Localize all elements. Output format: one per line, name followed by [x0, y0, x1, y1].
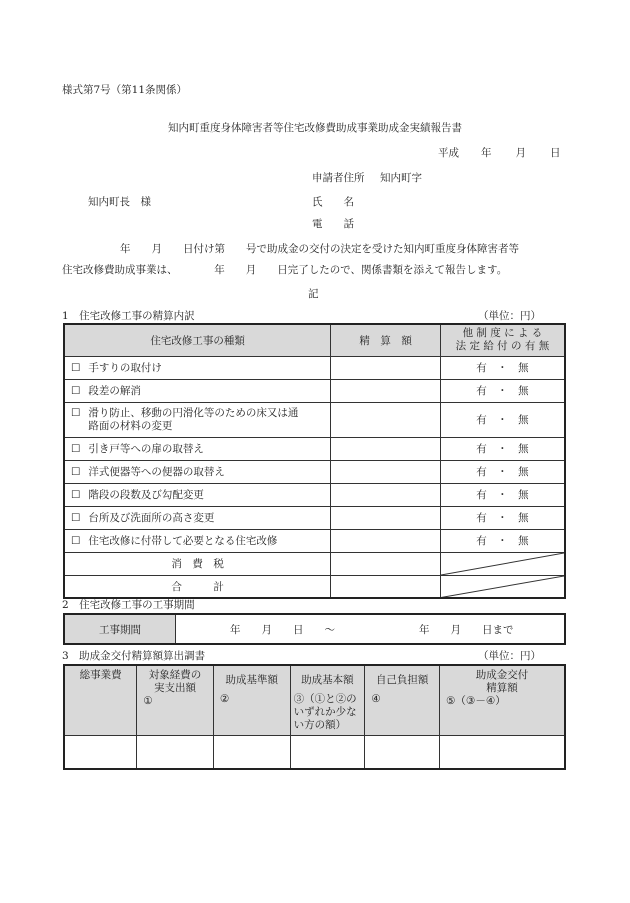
total-cost-cell[interactable]	[64, 735, 137, 769]
checkbox-icon[interactable]: ☐	[71, 406, 81, 419]
work-type-label: 洋式便器等への便器の取替え	[88, 466, 225, 478]
work-type-label: 滑り防止、移動の円滑化等のための床又は通	[88, 406, 299, 419]
header-basic-amount: 助成基本額 ③（①と②の いずれか少な い方の額）	[290, 665, 365, 735]
form-number: 様式第7号（第11条関係）	[62, 84, 188, 96]
benefit-status[interactable]: 有 ・ 無	[440, 460, 565, 483]
date-day: 日	[550, 147, 561, 159]
period-table	[63, 613, 566, 645]
body-text-line1: 年 月 日付け第 号で助成金の交付の決定を受けた知内町重度身体障害者等	[120, 243, 519, 255]
ki-mark: 記	[308, 288, 319, 300]
header-grant-amount: 助成金交付 精算額 ⑤（③－④）	[440, 665, 566, 735]
benefit-status[interactable]: 有 ・ 無	[440, 379, 565, 402]
body-text-line2: 住宅改修費助成事業は、 年 月 日完了したので、関係書類を添えて報告します。	[62, 264, 508, 276]
header-amount: 精 算 額	[331, 324, 441, 356]
tax-amount-cell[interactable]	[331, 552, 441, 575]
table-row	[64, 460, 565, 483]
section3-title: 3 助成金交付精算額算出調書	[62, 650, 206, 662]
table-row	[64, 735, 565, 769]
addressee: 知内町長 様	[88, 196, 151, 208]
report-date	[438, 145, 561, 160]
total-diagonal-cell	[440, 575, 565, 598]
tax-row	[64, 552, 565, 575]
work-type-label: 手すりの取付け	[88, 362, 162, 374]
checkbox-icon[interactable]: ☐	[71, 385, 81, 397]
applicant-address-label: 申請者住所	[312, 172, 365, 184]
work-type-cell	[64, 506, 331, 529]
total-label: 合 計	[64, 575, 331, 598]
table-row	[64, 402, 565, 437]
total-amount-cell[interactable]	[331, 575, 441, 598]
checkbox-icon[interactable]: ☐	[71, 466, 81, 478]
work-type-label: 住宅改修に付帯して必要となる住宅改修	[88, 535, 278, 547]
section3-unit: （単位：円）	[478, 650, 541, 662]
header-other-benefit	[440, 324, 565, 356]
work-type-label: 段差の解消	[88, 385, 141, 397]
benefit-status[interactable]: 有 ・ 無	[440, 437, 565, 460]
diagonal-line-icon	[441, 576, 564, 598]
header-actual-expense: 対象経費の 実支出額 ①	[137, 665, 214, 735]
self-pay-cell[interactable]	[365, 735, 440, 769]
section1-title: 1 住宅改修工事の精算内訳	[62, 310, 195, 322]
benefit-status[interactable]: 有 ・ 無	[440, 506, 565, 529]
header-total-cost: 総事業費	[64, 665, 137, 735]
header-self-pay: 自己負担額 ④	[365, 665, 440, 735]
table-row	[64, 379, 565, 402]
applicant-name-label: 氏 名	[312, 196, 354, 208]
work-type-cell	[64, 437, 331, 460]
period-value[interactable]: 年 月 日 ～ 年 月 日まで	[175, 614, 565, 644]
tax-diagonal-cell	[440, 552, 565, 575]
work-type-cell	[64, 356, 331, 379]
date-month: 月	[515, 147, 526, 159]
checkbox-icon[interactable]: ☐	[71, 362, 81, 374]
total-row	[64, 575, 565, 598]
actual-expense-cell[interactable]	[137, 735, 214, 769]
tax-label: 消 費 税	[64, 552, 331, 575]
checkbox-icon[interactable]: ☐	[71, 443, 81, 455]
calculation-table	[63, 664, 566, 770]
benefit-status[interactable]: 有 ・ 無	[440, 483, 565, 506]
amount-cell[interactable]	[331, 460, 441, 483]
table-row	[64, 529, 565, 552]
expense-table	[63, 323, 566, 599]
section2-title: 2 住宅改修工事の工事期間	[62, 599, 195, 611]
amount-cell[interactable]	[331, 437, 441, 460]
applicant-address-value: 知内町字	[380, 172, 422, 184]
date-era: 平成	[438, 147, 459, 159]
benefit-status[interactable]: 有 ・ 無	[440, 356, 565, 379]
diagonal-line-icon	[441, 553, 564, 575]
work-type-label: 引き戸等への扉の取替え	[88, 443, 204, 455]
amount-cell[interactable]	[331, 379, 441, 402]
table-row	[64, 483, 565, 506]
document-title: 知内町重度身体障害者等住宅改修費助成事業助成金実績報告書	[168, 122, 462, 134]
period-label: 工事期間	[64, 614, 175, 644]
work-type-cell	[64, 379, 331, 402]
work-type-cell	[64, 483, 331, 506]
standard-amount-cell[interactable]	[213, 735, 290, 769]
amount-cell[interactable]	[331, 402, 441, 437]
table-row	[64, 356, 565, 379]
table-row	[64, 506, 565, 529]
work-type-label: 階段の段数及び勾配変更	[88, 489, 204, 501]
section1-unit: （単位：円）	[478, 310, 541, 322]
applicant-phone-label: 電 話	[312, 218, 354, 230]
grant-amount-cell[interactable]	[440, 735, 566, 769]
table-row	[64, 437, 565, 460]
header-other-benefit-line1: 他 制 度 に よ る	[462, 327, 543, 340]
checkbox-icon[interactable]: ☐	[71, 512, 81, 524]
amount-cell[interactable]	[331, 483, 441, 506]
benefit-status[interactable]: 有 ・ 無	[440, 529, 565, 552]
checkbox-icon[interactable]: ☐	[71, 489, 81, 501]
work-type-cell	[64, 402, 331, 437]
work-type-label-cont: 路面の材料の変更	[88, 419, 173, 432]
basic-amount-cell[interactable]	[290, 735, 365, 769]
header-other-benefit-line2: 法 定 給 付 の 有 無	[455, 340, 550, 353]
amount-cell[interactable]	[331, 529, 441, 552]
work-type-cell	[64, 529, 331, 552]
amount-cell[interactable]	[331, 506, 441, 529]
header-standard-amount: 助成基準額 ②	[213, 665, 290, 735]
work-type-cell	[64, 460, 331, 483]
work-type-label: 台所及び洗面所の高さ変更	[88, 512, 215, 524]
header-work-type: 住宅改修工事の種類	[64, 324, 331, 356]
date-year: 年	[481, 147, 492, 159]
checkbox-icon[interactable]: ☐	[71, 535, 81, 547]
benefit-status[interactable]: 有 ・ 無	[440, 402, 565, 437]
amount-cell[interactable]	[331, 356, 441, 379]
